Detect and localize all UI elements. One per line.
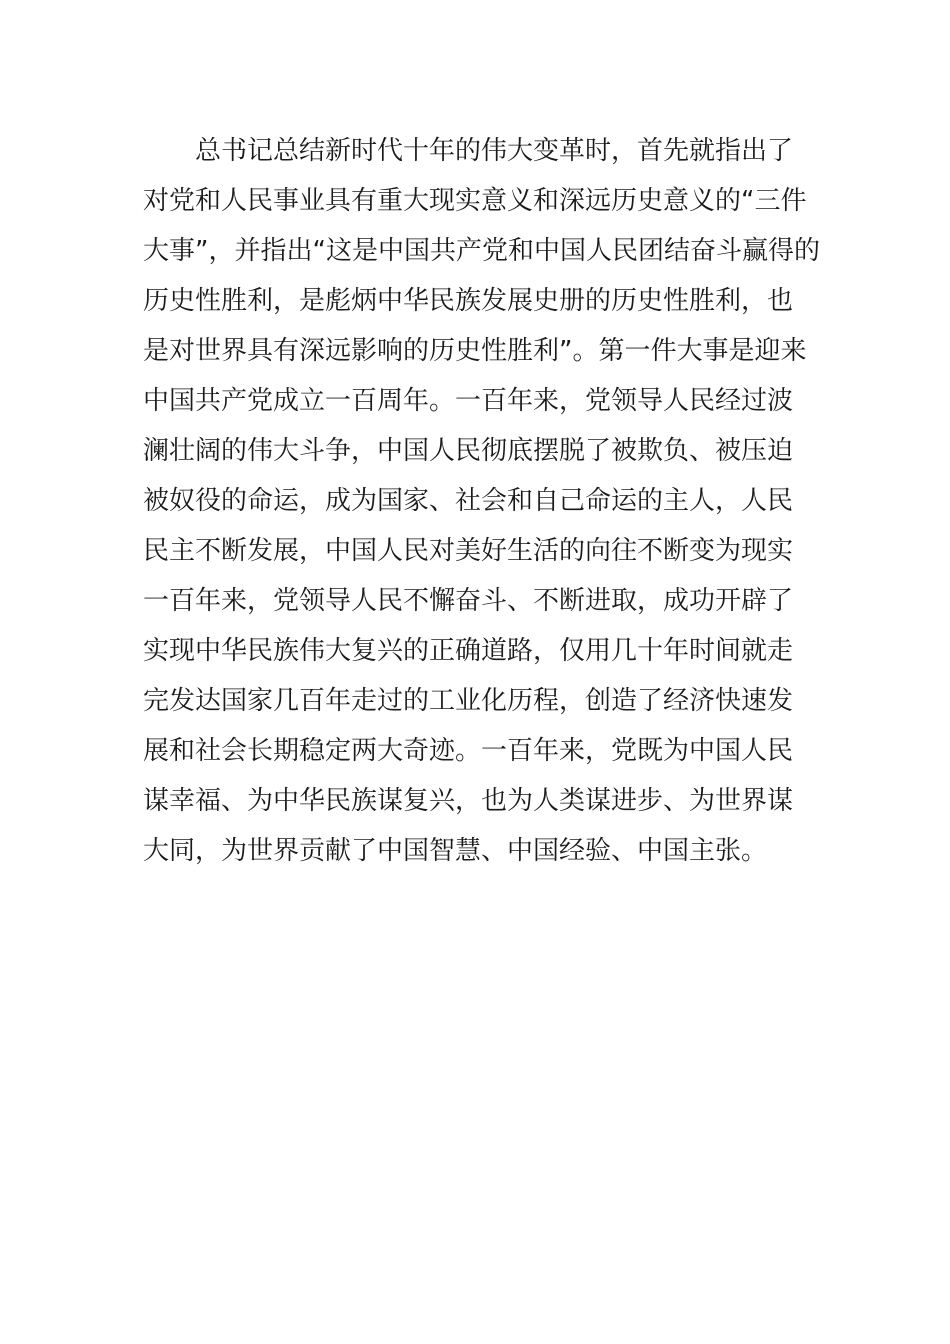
paragraph-line: 完发达国家几百年走过的工业化历程，创造了经济快速发: [143, 686, 794, 716]
paragraph-line: 民主不断发展，中国人民对美好生活的向往不断变为现实: [143, 536, 794, 566]
paragraph-line: 对党和人民事业具有重大现实意义和深远历史意义的“三件: [143, 186, 807, 216]
paragraph-line: 大事”，并指出“这是中国共产党和中国人民团结奋斗赢得的: [143, 236, 820, 266]
paragraph-line: 总书记总结新时代十年的伟大变革时，首先就指出了: [195, 136, 794, 166]
paragraph-line: 被奴役的命运，成为国家、社会和自己命运的主人，人民: [143, 486, 794, 516]
paragraph-line: 澜壮阔的伟大斗争，中国人民彻底摆脱了被欺负、被压迫: [143, 436, 794, 466]
paragraph-line: 一百年来，党领导人民不懈奋斗、不断进取，成功开辟了: [143, 586, 794, 616]
paragraph-line: 谋幸福、为中华民族谋复兴，也为人类谋进步、为世界谋: [143, 786, 794, 816]
paragraph-line: 大同，为世界贡献了中国智慧、中国经验、中国主张。: [143, 836, 768, 866]
paragraph-line: 实现中华民族伟大复兴的正确道路，仅用几十年时间就走: [143, 636, 794, 666]
paragraph-line: 历史性胜利，是彪炳中华民族发展史册的历史性胜利，也: [143, 286, 794, 316]
paragraph-line: 展和社会长期稳定两大奇迹。一百年来，党既为中国人民: [143, 736, 794, 766]
body-paragraph: [143, 126, 820, 876]
paragraph-line: 中国共产党成立一百周年。一百年来，党领导人民经过波: [143, 386, 794, 416]
paragraph-line: 是对世界具有深远影响的历史性胜利”。第一件大事是迎来: [143, 336, 807, 366]
